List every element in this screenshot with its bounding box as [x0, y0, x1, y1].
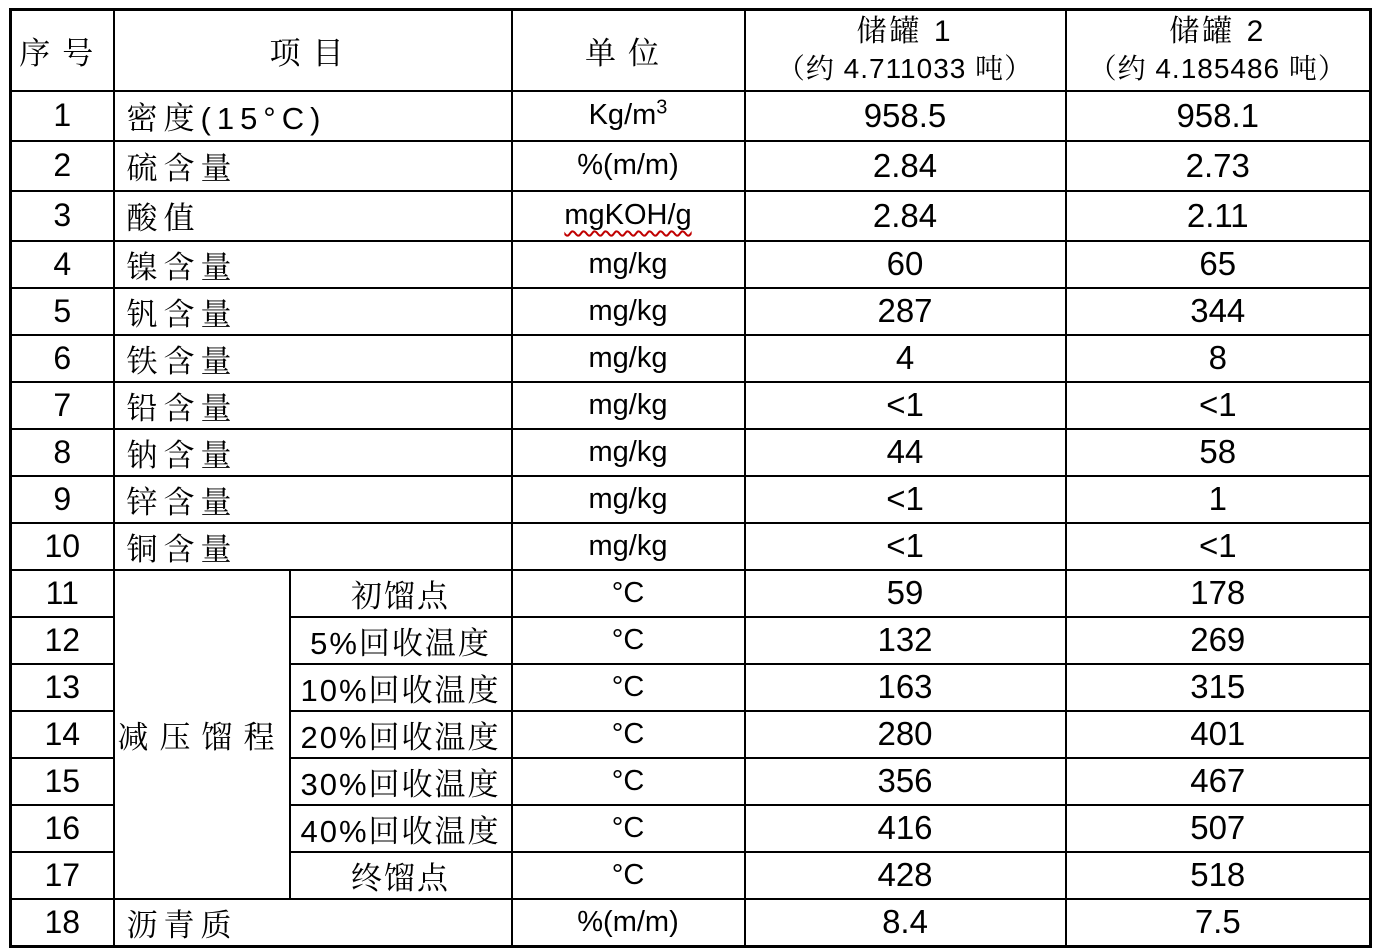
table-row: [11, 429, 1371, 476]
unit-cell: [512, 241, 745, 288]
unit-cell: [512, 617, 745, 664]
tank1-value-cell: 60: [745, 241, 1066, 288]
row-number-cell: 18: [11, 899, 114, 947]
table-row: [11, 476, 1371, 523]
unit-text: mgKOH/g: [564, 199, 692, 231]
table-row: [11, 241, 1371, 288]
tank1-value-cell: 428: [745, 852, 1066, 899]
row-number-cell: 8: [11, 429, 114, 476]
col-header-item: 项目: [114, 10, 512, 91]
tank1-value-cell: <1: [745, 523, 1066, 570]
table-row: [11, 191, 1371, 241]
tank1-quantity: （约 4.711033 吨）: [776, 53, 1034, 85]
table-row: [11, 523, 1371, 570]
unit-text: Kg/m: [588, 99, 657, 131]
col-header-unit: 单位: [512, 10, 745, 91]
group-label-cell: 减压馏程: [114, 570, 290, 899]
sub-item-cell: 5%回收温度: [290, 617, 512, 664]
sub-item-cell: 40%回收温度: [290, 805, 512, 852]
unit-text: °C: [611, 670, 645, 703]
tank2-value-cell: 2.73: [1066, 141, 1371, 191]
row-number-cell: 16: [11, 805, 114, 852]
table-row: [11, 382, 1371, 429]
unit-text: %(m/m): [577, 149, 679, 181]
sub-item-cell: 30%回收温度: [290, 758, 512, 805]
unit-cell: [512, 91, 745, 141]
unit-cell: [512, 429, 745, 476]
unit-text: °C: [611, 858, 645, 891]
tank2-value-cell: 958.1: [1066, 91, 1371, 141]
unit-text: %(m/m): [577, 905, 679, 938]
tank1-value-cell: 59: [745, 570, 1066, 617]
row-number-cell: 17: [11, 852, 114, 899]
row-number-cell: 6: [11, 335, 114, 382]
col-header-no: 序号: [11, 10, 114, 91]
row-number-cell: 14: [11, 711, 114, 758]
unit-cell: [512, 852, 745, 899]
unit-superscript: 3: [656, 96, 668, 119]
row-number-cell: 2: [11, 141, 114, 191]
unit-text: °C: [611, 811, 645, 844]
item-cell: 钒含量: [114, 288, 512, 335]
item-cell: 铅含量: [114, 382, 512, 429]
table-header: [11, 10, 1371, 91]
unit-text: °C: [611, 717, 645, 750]
row-number-cell: 11: [11, 570, 114, 617]
row-number-cell: 3: [11, 191, 114, 241]
header-row: [11, 10, 1371, 91]
tank1-title: 储罐 1: [856, 15, 954, 49]
item-cell: 沥青质: [114, 899, 512, 947]
unit-cell: [512, 191, 745, 241]
tank1-value-cell: 416: [745, 805, 1066, 852]
item-cell: 镍含量: [114, 241, 512, 288]
tank2-value-cell: 467: [1066, 758, 1371, 805]
row-number-cell: 1: [11, 91, 114, 141]
fuel-spec-table: [9, 8, 1372, 948]
unit-text: mg/kg: [588, 388, 668, 421]
row-number-cell: 12: [11, 617, 114, 664]
table-row: [11, 570, 1371, 617]
sub-item-cell: 10%回收温度: [290, 664, 512, 711]
item-cell: 密度(15°C): [114, 91, 512, 141]
tank1-value-cell: 280: [745, 711, 1066, 758]
table-row: [11, 141, 1371, 191]
tank1-value-cell: 2.84: [745, 191, 1066, 241]
tank1-value-cell: 287: [745, 288, 1066, 335]
tank2-value-cell: 269: [1066, 617, 1371, 664]
tank2-value-cell: 401: [1066, 711, 1371, 758]
unit-cell: [512, 141, 745, 191]
unit-text: °C: [611, 623, 645, 656]
sub-item-cell: 20%回收温度: [290, 711, 512, 758]
sub-item-cell: 初馏点: [290, 570, 512, 617]
tank1-value-cell: 958.5: [745, 91, 1066, 141]
unit-text: mg/kg: [588, 294, 668, 327]
item-cell: 铜含量: [114, 523, 512, 570]
row-number-cell: 4: [11, 241, 114, 288]
item-cell: 硫含量: [114, 141, 512, 191]
tank1-value-cell: 8.4: [745, 899, 1066, 947]
tank1-value-cell: 132: [745, 617, 1066, 664]
tank1-value-cell: 163: [745, 664, 1066, 711]
col-header-tank1: [745, 10, 1066, 91]
unit-text: mg/kg: [588, 482, 668, 515]
tank2-value-cell: 65: [1066, 241, 1371, 288]
item-cell: 锌含量: [114, 476, 512, 523]
unit-text: mg/kg: [588, 435, 668, 468]
tank2-value-cell: 1: [1066, 476, 1371, 523]
row-number-cell: 15: [11, 758, 114, 805]
table-row: [11, 91, 1371, 141]
tank1-value-cell: 2.84: [745, 141, 1066, 191]
unit-cell: [512, 570, 745, 617]
unit-cell: [512, 288, 745, 335]
table-row: [11, 288, 1371, 335]
tank2-value-cell: <1: [1066, 523, 1371, 570]
row-number-cell: 5: [11, 288, 114, 335]
tank2-value-cell: 178: [1066, 570, 1371, 617]
tank2-value-cell: <1: [1066, 382, 1371, 429]
item-cell: 酸值: [114, 191, 512, 241]
unit-cell: [512, 805, 745, 852]
row-number-cell: 10: [11, 523, 114, 570]
tank1-value-cell: 356: [745, 758, 1066, 805]
unit-cell: [512, 899, 745, 947]
tank2-value-cell: 315: [1066, 664, 1371, 711]
row-number-cell: 7: [11, 382, 114, 429]
tank2-value-cell: 7.5: [1066, 899, 1371, 947]
tank2-value-cell: 344: [1066, 288, 1371, 335]
unit-text: mg/kg: [588, 341, 668, 374]
table-row: [11, 899, 1371, 947]
unit-text: mg/kg: [588, 529, 668, 562]
sub-item-cell: 终馏点: [290, 852, 512, 899]
unit-text: °C: [611, 764, 645, 797]
unit-cell: [512, 382, 745, 429]
col-header-tank2: [1066, 10, 1371, 91]
unit-text: °C: [611, 576, 645, 609]
table-body: [11, 91, 1371, 947]
tank2-quantity: （约 4.185486 吨）: [1088, 53, 1347, 85]
item-cell: 钠含量: [114, 429, 512, 476]
tank2-title: 储罐 2: [1169, 15, 1267, 49]
tank2-value-cell: 8: [1066, 335, 1371, 382]
unit-cell: [512, 664, 745, 711]
tank2-value-cell: 2.11: [1066, 191, 1371, 241]
table-row: [11, 335, 1371, 382]
tank1-value-cell: 4: [745, 335, 1066, 382]
unit-cell: [512, 711, 745, 758]
item-cell: 铁含量: [114, 335, 512, 382]
tank2-value-cell: 518: [1066, 852, 1371, 899]
unit-cell: [512, 476, 745, 523]
tank2-value-cell: 507: [1066, 805, 1371, 852]
tank1-value-cell: 44: [745, 429, 1066, 476]
tank2-value-cell: 58: [1066, 429, 1371, 476]
unit-cell: [512, 758, 745, 805]
row-number-cell: 13: [11, 664, 114, 711]
tank1-value-cell: <1: [745, 476, 1066, 523]
tank1-value-cell: <1: [745, 382, 1066, 429]
unit-text: mg/kg: [588, 247, 668, 280]
unit-cell: [512, 335, 745, 382]
row-number-cell: 9: [11, 476, 114, 523]
unit-cell: [512, 523, 745, 570]
